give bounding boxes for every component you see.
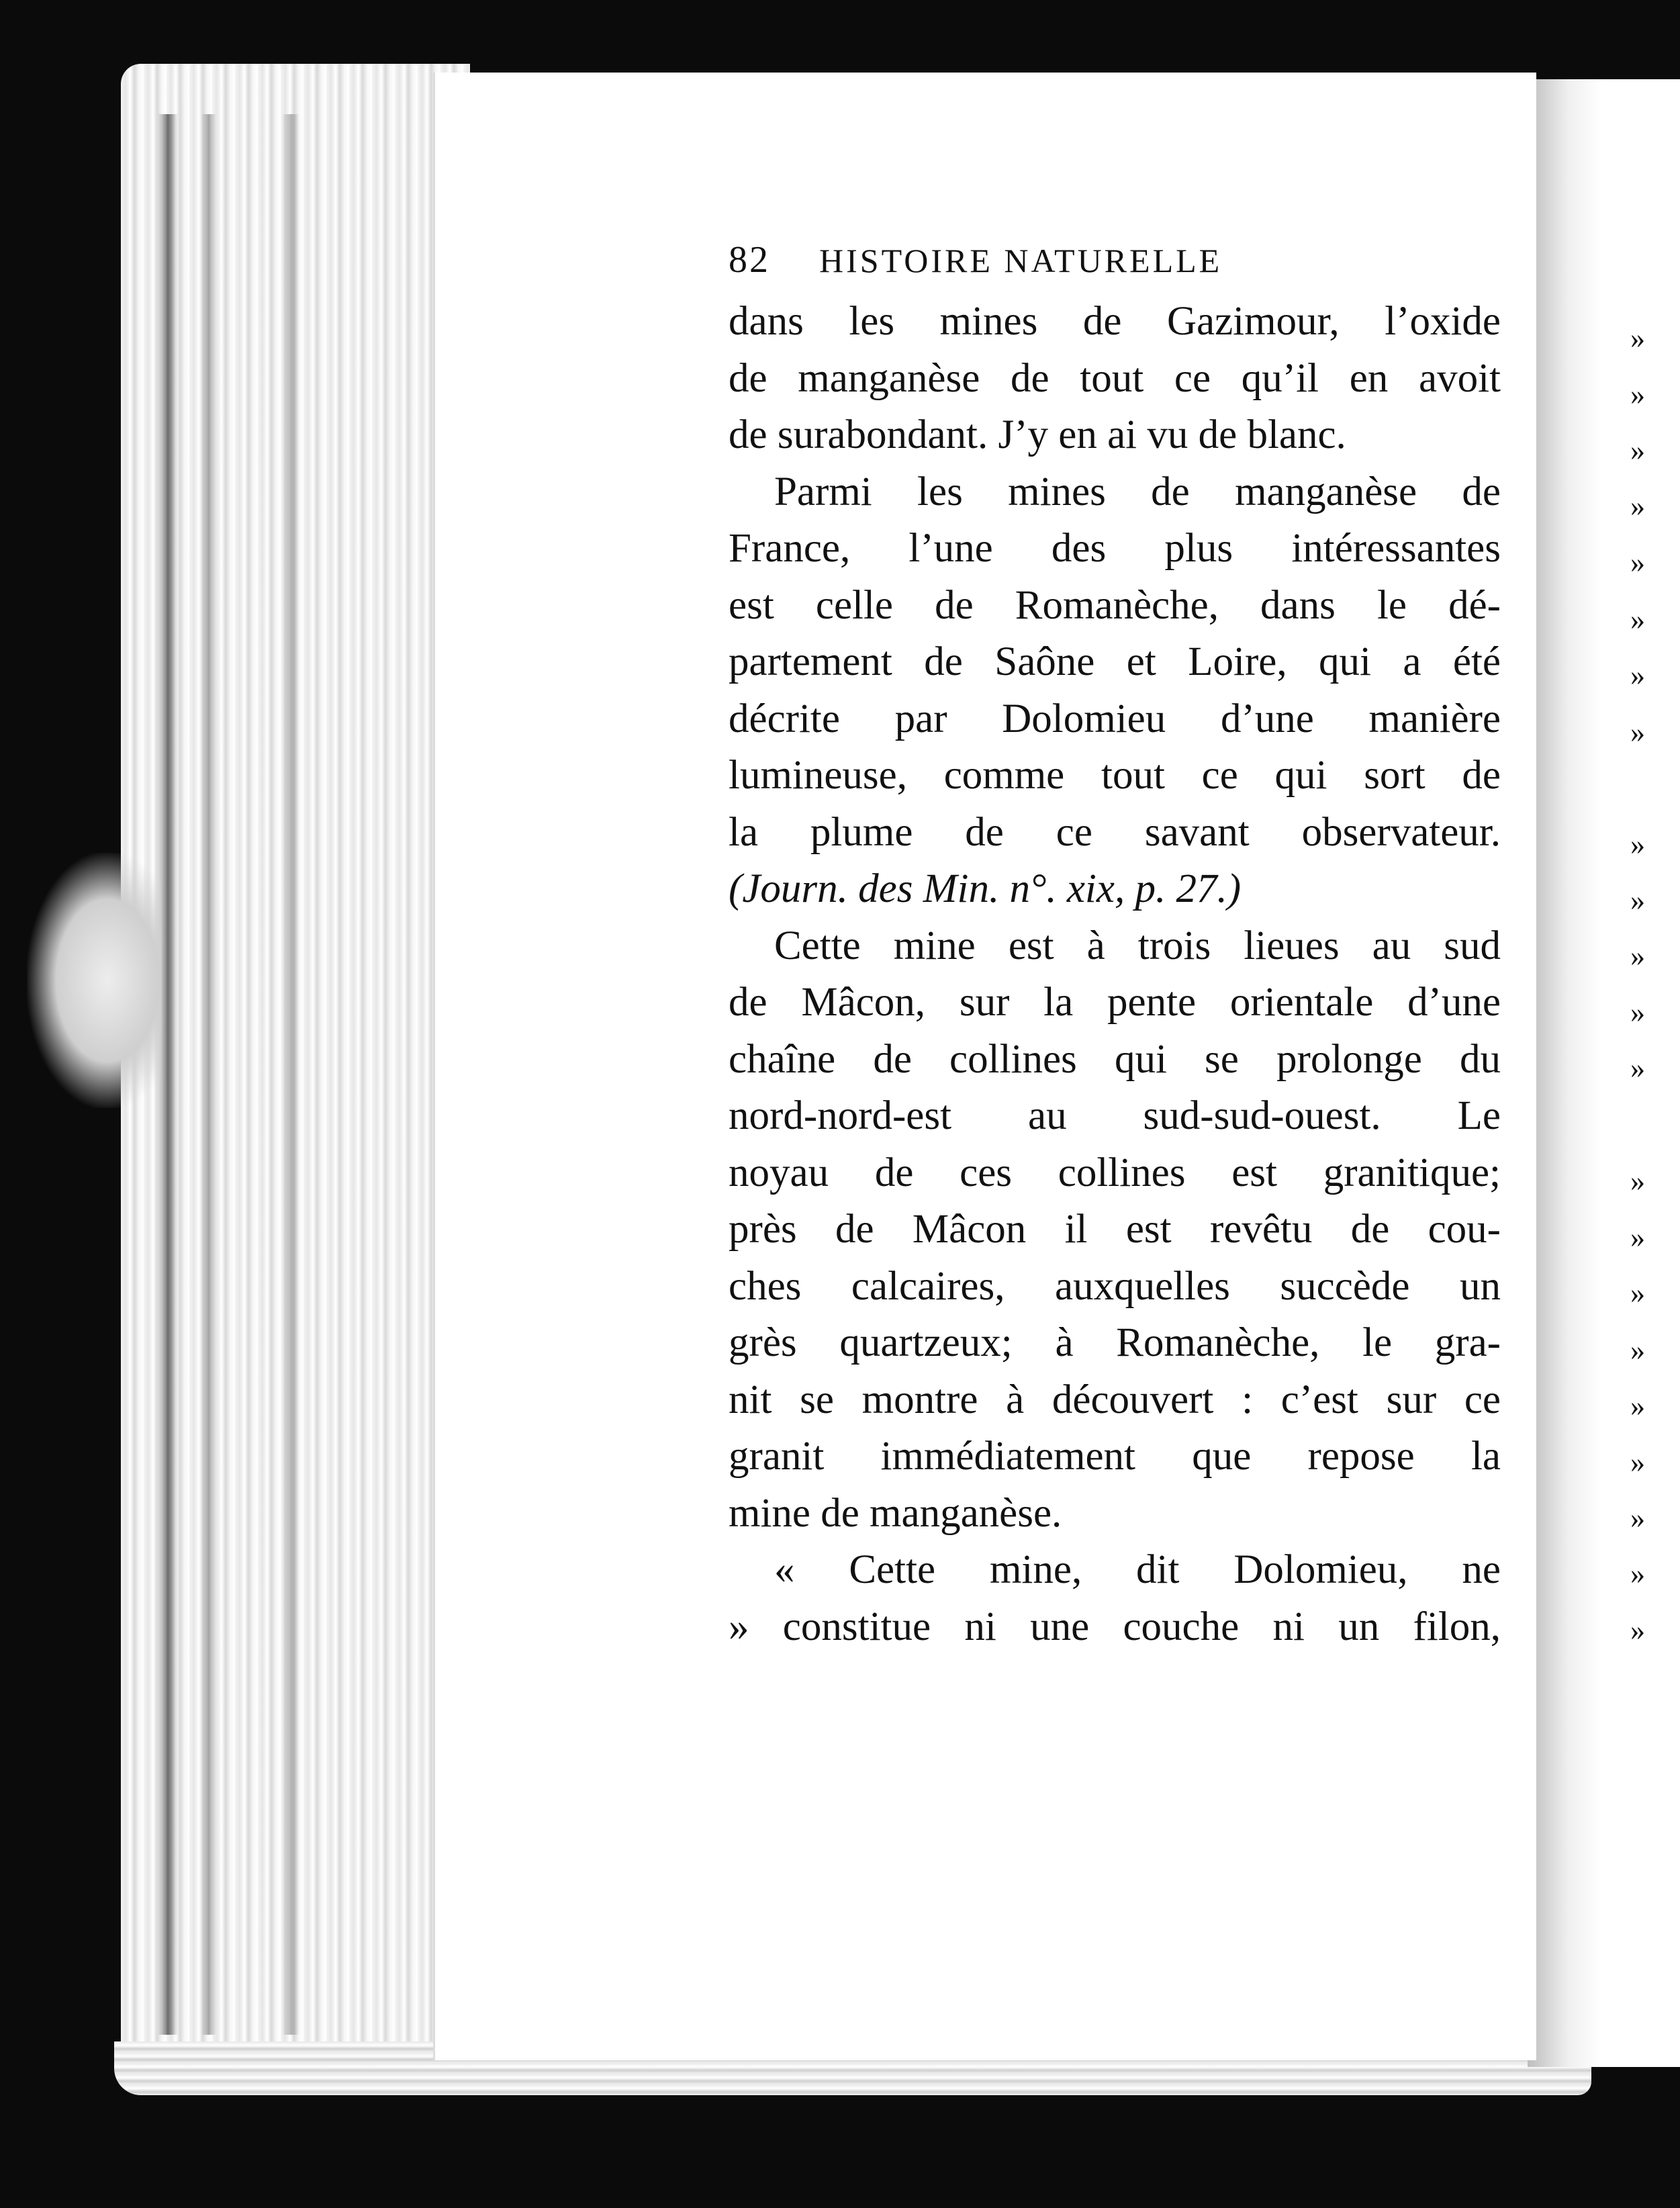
quote-mark: » <box>1630 939 1645 972</box>
text-line: noyau de ces collines est granitique; <box>729 1150 1501 1195</box>
text-line: est celle de Romanèche, dans le dé- <box>729 582 1501 628</box>
page-text <box>729 238 1501 1655</box>
quote-mark: » <box>1630 1389 1645 1422</box>
text-line: « Cette mine, dit Dolomieu, ne <box>774 1547 1501 1592</box>
text-line: Cette mine est à trois lieues au sud <box>774 923 1501 968</box>
quote-mark: » <box>1630 1557 1645 1590</box>
text-line: nit se montre à découvert : c’est sur ce <box>729 1377 1501 1422</box>
text-line: granit immédiatement que repose la <box>729 1434 1501 1479</box>
quote-mark: » <box>1630 378 1645 411</box>
page-edge-shadow <box>282 114 299 2035</box>
page-number: 82 <box>729 239 770 281</box>
text-line: dans les mines de Gazimour, l’oxide <box>729 299 1501 344</box>
quote-mark: » <box>1630 1502 1645 1534</box>
text-line: de surabondant. J’y en ai vu de blanc. <box>729 412 1346 457</box>
text-line: chaîne de collines qui se prolonge du <box>729 1036 1501 1082</box>
page-edge-shadow <box>201 114 216 2035</box>
text-line: Parmi les mines de manganèse de <box>774 469 1501 514</box>
quote-mark: » <box>1630 996 1645 1029</box>
citation-line: (Journ. des Min. n°. xix, p. 27.) <box>729 866 1242 911</box>
quote-mark: » <box>1630 1164 1645 1197</box>
quote-mark: » <box>1630 659 1645 692</box>
quote-mark: » <box>1630 1614 1645 1647</box>
text-line: la plume de ce savant observateur. <box>729 809 1501 855</box>
quote-mark: » <box>1630 490 1645 522</box>
quote-mark: » <box>1630 1052 1645 1085</box>
quote-mark: » <box>1630 1221 1645 1254</box>
text-line: mine de manganèse. <box>729 1490 1062 1536</box>
worn-binding-patch <box>27 853 161 1108</box>
text-line: lumineuse, comme tout ce qui sort de <box>729 753 1501 798</box>
quote-mark: » <box>1630 1334 1645 1367</box>
page-header <box>729 238 1501 293</box>
text-line: décrite par Dolomieu d’une manière <box>729 696 1501 741</box>
quote-mark: » <box>1630 603 1645 636</box>
text-line: France, l’une des plus intéressantes <box>729 526 1501 571</box>
text-line: de Mâcon, sur la pente orientale d’une <box>729 980 1501 1025</box>
facing-page <box>1528 79 1680 2067</box>
quote-mark: » <box>1630 716 1645 749</box>
text-line: près de Mâcon il est revêtu de cou- <box>729 1207 1501 1252</box>
text-line: partement de Saône et Loire, qui a été <box>729 639 1501 684</box>
quote-mark: » <box>1630 322 1645 355</box>
quote-mark: » <box>1630 1446 1645 1479</box>
quote-mark: » <box>1630 1277 1645 1309</box>
text-line: de manganèse de tout ce qu’il en avoit <box>729 355 1501 401</box>
text-line: grès quartzeux; à Romanèche, le gra- <box>729 1320 1501 1365</box>
running-title: HISTOIRE NATURELLE <box>819 242 1223 279</box>
text-line: » constitue ni une couche ni un filon, <box>729 1604 1501 1649</box>
quote-mark: » <box>1630 884 1645 917</box>
quote-mark: » <box>1630 434 1645 467</box>
text-line: ches calcaires, auxquelles succède un <box>729 1263 1501 1309</box>
quote-mark: » <box>1630 828 1645 861</box>
text-line: nord-nord-est au sud-sud-ouest. Le <box>729 1093 1501 1138</box>
quote-mark: » <box>1630 546 1645 579</box>
